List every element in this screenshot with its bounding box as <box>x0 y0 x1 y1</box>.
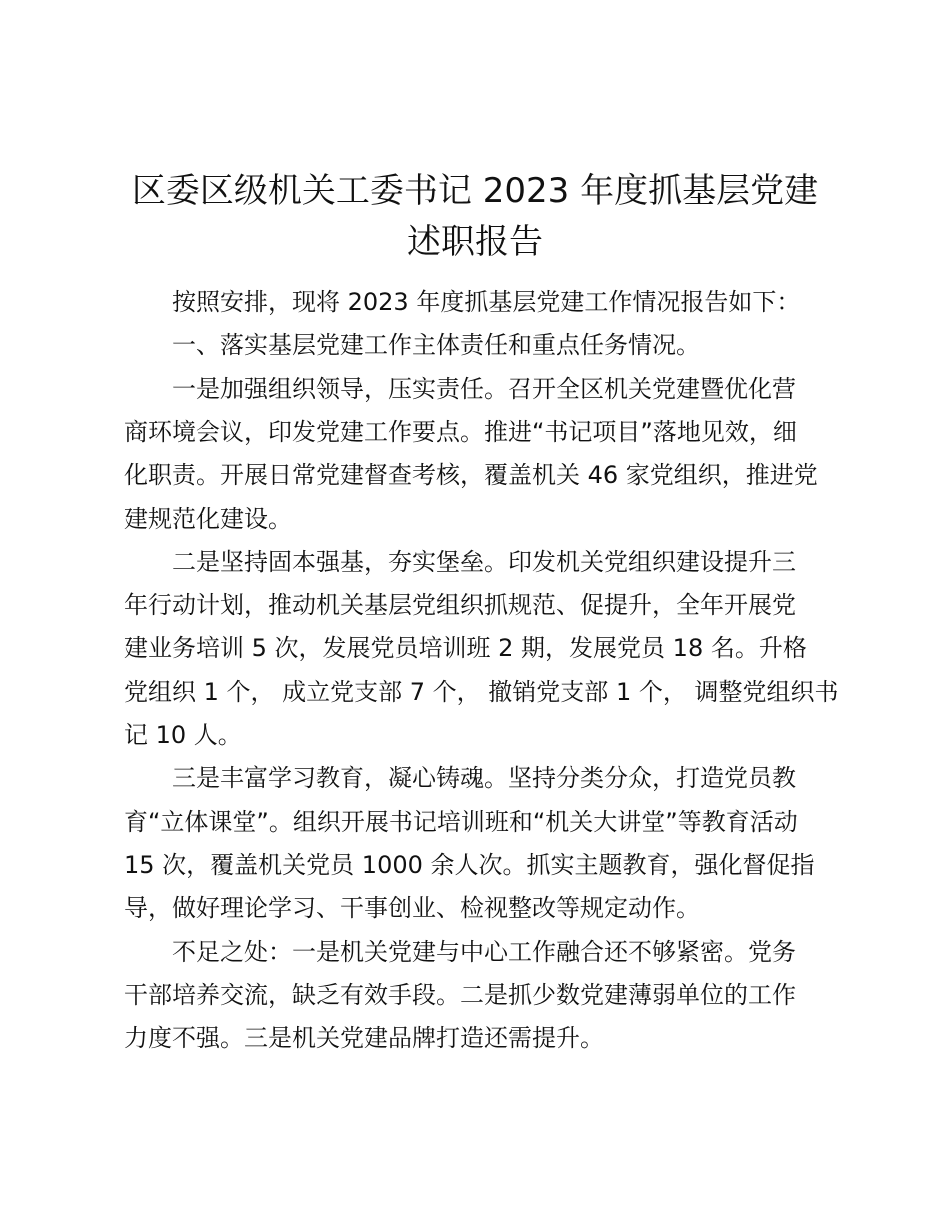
paragraph-4-line-3: 力度不强。三是机关党建品牌打造还需提升。 <box>124 1024 604 1052</box>
paragraph-3-line-3: 15 次，覆盖机关党员 1000 余人次。抓实主题教育，强化督促指 <box>124 851 815 879</box>
paragraph-2-line-3: 建业务培训 5 次，发展党员培训班 2 期，发展党员 18 名。升格 <box>124 634 807 662</box>
paragraph-2-line-5: 记 10 人。 <box>124 721 242 749</box>
paragraph-1-line-1: 一是加强组织领导，压实责任。召开全区机关党建暨优化营 <box>172 375 796 403</box>
paragraph-1-line-4: 建规范化建设。 <box>124 505 292 533</box>
paragraph-2-line-2: 年行动计划，推动机关基层党组织抓规范、促提升，全年开展党 <box>124 591 796 619</box>
title-line-1: 区委区级机关工委书记 2023 年度抓基层党建 <box>131 171 819 211</box>
title-line-2: 述职报告 <box>407 222 543 262</box>
intro-line: 按照安排，现将 2023 年度抓基层党建工作情况报告如下： <box>172 288 801 316</box>
paragraph-3-line-4: 导，做好理论学习、干事创业、检视整改等规定动作。 <box>124 894 700 922</box>
paragraph-4-line-2: 干部培养交流，缺乏有效手段。二是抓少数党建薄弱单位的工作 <box>124 981 796 1009</box>
section-heading-1: 一、落实基层党建工作主体责任和重点任务情况。 <box>172 331 700 359</box>
paragraph-2-line-4: 党组织 1 个， 成立党支部 7 个， 撤销党支部 1 个， 调整党组织书 <box>124 678 839 706</box>
paragraph-1-line-2: 商环境会议，印发党建工作要点。推进“书记项目”落地见效，细 <box>124 418 797 446</box>
document-title <box>100 166 850 268</box>
paragraph-4-line-1: 不足之处：一是机关党建与中心工作融合还不够紧密。党务 <box>172 938 796 966</box>
paragraph-3-line-1: 三是丰富学习教育，凝心铸魂。坚持分类分众，打造党员教 <box>172 764 796 792</box>
paragraph-1-line-3: 化职责。开展日常党建督查考核，覆盖机关 46 家党组织，推进党 <box>124 461 818 489</box>
paragraph-3-line-2: 育“立体课堂”。组织开展书记培训班和“机关大讲堂”等教育活动 <box>124 808 798 836</box>
paragraph-2-line-1: 二是坚持固本强基，夯实堡垒。印发机关党组织建设提升三 <box>172 548 796 576</box>
